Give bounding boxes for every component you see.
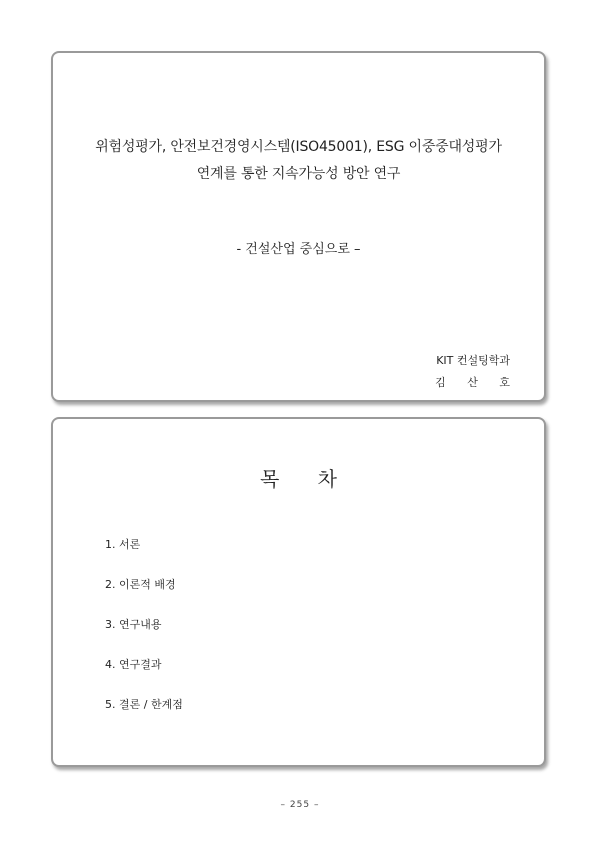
author-block	[435, 350, 519, 394]
cover-title-line-2: 연계를 통한 지속가능성 방안 연구	[196, 166, 401, 182]
cover-slide	[51, 51, 546, 402]
toc-item: 4. 연구결과	[105, 658, 162, 671]
author-name: 김 산 호	[435, 376, 519, 389]
toc-item: 3. 연구내용	[105, 618, 162, 631]
page-number: – 255 –	[280, 800, 320, 810]
toc-slide	[51, 417, 546, 767]
toc-list	[105, 538, 183, 738]
toc-item: 5. 결론 / 한계점	[105, 698, 183, 711]
cover-title-line-1: 위험성평가, 안전보건경영시스템(ISO45001), ESG 이중중대성평가	[95, 139, 502, 155]
toc-item: 1. 서론	[105, 538, 141, 551]
affiliation: KIT 컨설팅학과	[436, 354, 510, 367]
toc-item: 2. 이론적 배경	[105, 578, 176, 591]
toc-title: 목 차	[260, 467, 353, 491]
cover-subtitle: - 건설산업 중심으로 –	[236, 242, 361, 257]
